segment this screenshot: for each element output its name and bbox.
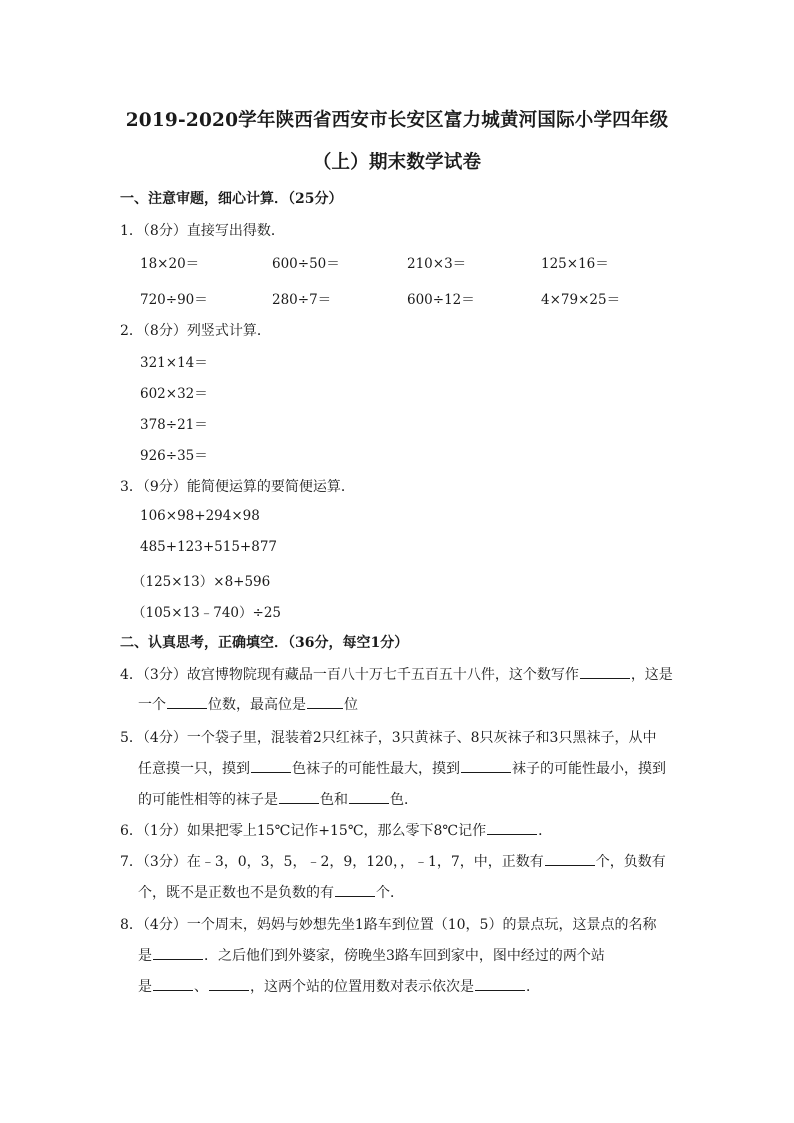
q5-text: 袜子的可能性最小，摸到 (512, 761, 666, 777)
q8-text: 8．（4分）一个周末，妈妈与妙想先坐1路车到位置（10，5）的景点玩，这景点的名称 (120, 917, 657, 933)
answer-blank[interactable] (461, 758, 511, 773)
q4-text: 位 (344, 697, 358, 713)
q6-line1 (120, 820, 552, 840)
q7-text: 个． (376, 885, 404, 901)
q5-text: 任意摸一只，摸到 (138, 761, 250, 777)
q5-text: 5．（4分）一个袋子里，混装着2只红袜子，3只黄袜子、8只灰袜子和3只黑袜子，从中 (120, 730, 657, 746)
q5-text: 色． (390, 792, 418, 808)
q1-item: 18×20＝ (140, 256, 200, 272)
q1-stem: 1．（8分）直接写出得数． (120, 223, 285, 239)
q2-item: 378÷21＝ (140, 417, 208, 433)
q7-text: 7．（3分）在﹣3，0，3，5，﹣2，9，120，，﹣1，7，中，正数有 (120, 854, 544, 870)
q2-item: 602×32＝ (140, 386, 208, 402)
q2-stem: 2．（8分）列竖式计算． (120, 323, 271, 339)
q4-text: 一个 (138, 697, 166, 713)
section2-heading: 二、认真思考，正确填空．（36分，每空1分） (120, 635, 409, 651)
q5-text: 色袜子的可能性最大，摸到 (292, 761, 460, 777)
q4-line1 (120, 664, 673, 684)
q4-text: 位数，最高位是 (208, 697, 306, 713)
answer-blank[interactable] (251, 758, 291, 773)
q2-item: 926÷35＝ (140, 448, 208, 464)
answer-blank[interactable] (153, 945, 203, 960)
q7-text: 个，既不是正数也不是负数的有 (138, 885, 334, 901)
q6-text: ． (538, 823, 553, 839)
answer-blank[interactable] (475, 976, 525, 991)
answer-blank[interactable] (167, 694, 207, 709)
answer-blank[interactable] (349, 789, 389, 804)
q5-line1 (120, 727, 656, 747)
q7-line1 (120, 851, 666, 871)
q3-stem: 3．（9分）能简便运算的要简便运算． (120, 479, 355, 495)
answer-blank[interactable] (307, 694, 343, 709)
q6-text: 6．（1分）如果把零上15℃记作+15℃，那么零下8℃记作 (120, 823, 487, 839)
exam-title-line1: 2019-2020学年陕西省西安市长安区富力城黄河国际小学四年级 (125, 110, 669, 131)
q7-text: 个，负数有 (595, 854, 666, 870)
q1-item: 125×16＝ (541, 256, 609, 272)
q1-item: 720÷90＝ (140, 292, 208, 308)
q3-item: 106×98+294×98 (140, 508, 260, 524)
answer-blank[interactable] (209, 976, 249, 991)
answer-blank[interactable] (580, 664, 630, 679)
q8-line1 (120, 914, 656, 934)
answer-blank[interactable] (545, 851, 595, 866)
q7-line2 (138, 882, 404, 902)
q8-line2 (138, 945, 605, 965)
answer-blank[interactable] (279, 789, 319, 804)
q8-text: ． (526, 979, 540, 995)
q1-item: 210×3＝ (407, 256, 467, 272)
answer-blank[interactable] (335, 882, 375, 897)
q3-item: （125×13）×8+596 (132, 574, 271, 590)
answer-blank[interactable] (487, 820, 537, 835)
q5-text: 色和 (320, 792, 348, 808)
answer-blank[interactable] (153, 976, 193, 991)
q8-text: ．之后他们到外婆家，傍晚坐3路车回到家中，图中经过的两个站 (204, 948, 605, 964)
q5-line2 (138, 758, 666, 778)
q8-text: ，这两个站的位置用数对表示依次是 (250, 979, 474, 995)
q1-item: 600÷50＝ (272, 256, 340, 272)
q3-item: （105×13﹣740）÷25 (132, 605, 282, 621)
q2-item: 321×14＝ (140, 355, 208, 371)
q4-line2 (138, 694, 358, 714)
q5-text: 的可能性相等的袜子是 (138, 792, 278, 808)
q8-text: 是 (138, 948, 152, 964)
q8-text: 、 (194, 979, 208, 995)
q1-item: 280÷7＝ (272, 292, 332, 308)
q3-item: 485+123+515+877 (140, 539, 278, 555)
q4-text: 4．（3分）故宫博物院现有藏品一百八十万七千五百五十八件，这个数写作 (120, 667, 579, 683)
q8-text: 是 (138, 979, 152, 995)
section1-heading: 一、注意审题，细心计算．（25分） (120, 191, 343, 207)
q5-line3 (138, 789, 418, 809)
q4-text: ，这是 (630, 667, 673, 683)
q1-item: 600÷12＝ (407, 292, 475, 308)
q1-item: 4×79×25＝ (541, 292, 621, 308)
exam-title-line2: （上）期末数学试卷 (312, 152, 482, 173)
q8-line3 (138, 976, 540, 996)
